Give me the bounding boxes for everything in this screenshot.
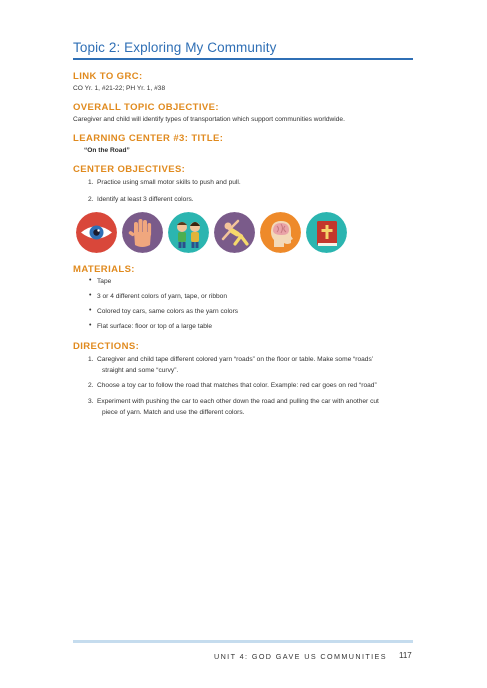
directions-heading: DIRECTIONS: [73, 341, 140, 352]
materials-heading: MATERIALS: [73, 264, 135, 275]
material-text: 3 or 4 different colors of yarn, tape, or ribbon [97, 293, 227, 300]
objective-text: Practice using small motor skills to push and pull. [97, 179, 241, 186]
list-number: 1. [88, 356, 94, 363]
bullet-icon: • [89, 307, 92, 314]
material-text: Colored toy cars, same colors as the yarn colors [97, 308, 239, 315]
brain-head-icon [260, 212, 301, 253]
direction-text-line: Experiment with pushing the car to each other down the road and pulling the car with another cut [97, 398, 379, 405]
material-text: Tape [97, 278, 112, 285]
children-icon [168, 212, 209, 253]
list-item [73, 278, 238, 293]
list-number: 2. [88, 196, 94, 203]
material-text: Flat surface: floor or top of a large table [97, 323, 213, 330]
overall-objective-text: Caregiver and child will identify types of transportation which support communities worldwide. [73, 116, 345, 123]
direction-text-line: piece of yarn. Match and use the different colors. [102, 408, 245, 416]
footer-unit-title: UNIT 4: GOD GAVE US COMMUNITIES [214, 652, 387, 661]
list-item [73, 323, 238, 330]
list-item [73, 308, 238, 323]
list-number: 2. [88, 382, 94, 389]
center-objectives-list [73, 179, 241, 203]
direction-text-line: straight and some “curvy”. [102, 366, 179, 374]
learning-center-title: “On the Road” [84, 147, 130, 154]
development-domain-icons [76, 212, 351, 254]
bible-icon [306, 212, 347, 253]
list-item [73, 179, 241, 196]
title-divider [73, 58, 413, 60]
page-title: Topic 2: Exploring My Community [73, 40, 277, 55]
directions-list [73, 355, 379, 418]
link-to-grc-heading: LINK TO GRC: [73, 71, 143, 82]
center-objectives-heading: CENTER OBJECTIVES: [73, 164, 186, 175]
link-to-grc-text: CO Yr. 1, #21-22; PH Yr. 1, #38 [73, 85, 166, 92]
list-number: 1. [88, 179, 94, 186]
direction-text-line: Caregiver and child tape different colored yarn “roads” on the floor or table. Make some “roads’ [97, 356, 374, 363]
footer-divider [73, 640, 413, 643]
stretching-person-icon [214, 212, 255, 253]
bullet-icon: • [89, 277, 92, 284]
list-item [73, 293, 238, 308]
materials-list [73, 278, 238, 330]
list-item [73, 381, 379, 397]
direction-text-line: Choose a toy car to follow the road that matches that color. Example: red car goes on red “road” [97, 382, 377, 389]
list-number: 3. [88, 398, 94, 405]
list-item [73, 355, 379, 381]
bullet-icon: • [89, 292, 92, 299]
objective-text: Identify at least 3 different colors. [97, 196, 194, 203]
list-item [73, 397, 379, 418]
eye-icon [76, 212, 117, 253]
hand-icon [122, 212, 163, 253]
page-number: 117 [399, 651, 412, 660]
bullet-icon: • [89, 322, 92, 329]
list-item [73, 196, 241, 203]
overall-objective-heading: OVERALL TOPIC OBJECTIVE: [73, 102, 219, 113]
learning-center-heading: LEARNING CENTER #3: TITLE: [73, 133, 224, 144]
